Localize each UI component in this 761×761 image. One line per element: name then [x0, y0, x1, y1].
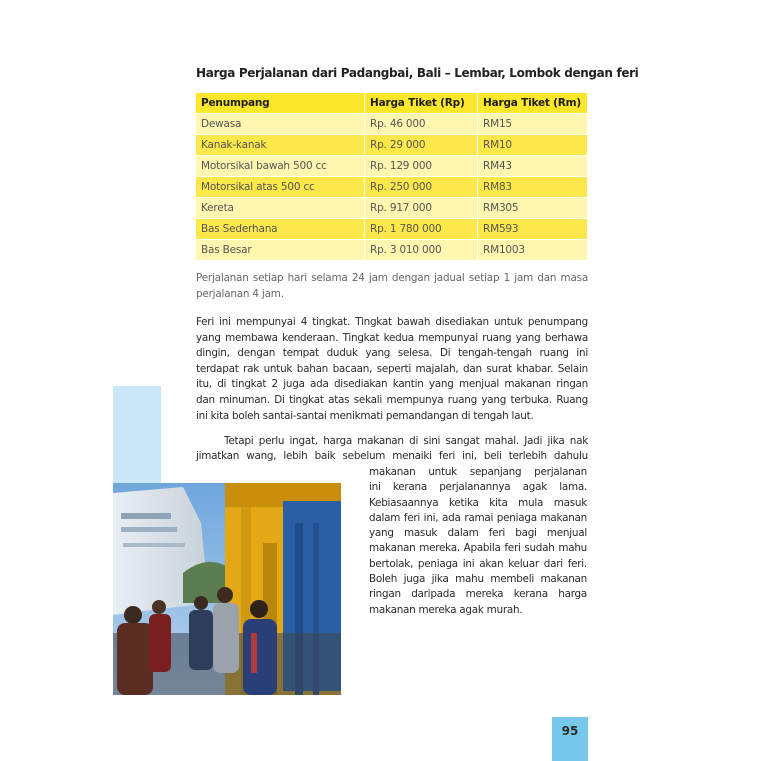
table-row — [196, 156, 588, 177]
paragraph-line: yang membawa kenderaan. Tingkat kedua mempunyai ruang yang berhawa — [196, 331, 588, 344]
passenger-type: Dewasa — [196, 114, 365, 135]
price-rp: Rp. 129 000 — [365, 156, 478, 177]
decorative-side-band — [113, 386, 161, 483]
paragraph-line: dingin, dengan tempat duduk yang selesa. Di tengah-tengah ruang ini — [196, 347, 588, 360]
paragraph-line: Kebiasaannya ketika kita mula masuk — [369, 496, 587, 509]
price-rm: RM593 — [478, 219, 588, 240]
paragraph-line: yang masuk dalam feri bagi menjual — [369, 527, 587, 540]
paragraph-line: Tetapi perlu ingat, harga makanan di sini sangat mahal. Jadi jika nak — [224, 435, 588, 447]
paragraph-line: dalam feri ini, ada ramai peniaga makanan — [369, 511, 587, 524]
paragraph-line: ringan daripada mereka kerana harga — [369, 588, 587, 601]
passenger-type: Bas Sederhana — [196, 219, 365, 240]
ferry-passengers-photo — [113, 483, 341, 695]
price-rm: RM305 — [478, 198, 588, 219]
paragraph-line: makanan untuk sepanjang perjalanan — [369, 466, 587, 478]
price-rm: RM15 — [478, 114, 588, 135]
price-rp: Rp. 3 010 000 — [365, 240, 478, 261]
passenger-type: Kanak-kanak — [196, 135, 365, 156]
price-rp: Rp. 917 000 — [365, 198, 478, 219]
paragraph-food-intro — [196, 434, 588, 465]
price-rp: Rp. 250 000 — [365, 177, 478, 198]
note-line: perjalanan 4 jam. — [196, 288, 284, 300]
fare-table — [196, 93, 588, 260]
paragraph-line: bertolak, peniaga ini akan keluar dari feri. — [369, 557, 587, 570]
paragraph-line: terdapat rak untuk bahan bacaan, seperti majalah, dan surat khabar. Selain — [196, 362, 588, 375]
fare-table-header-row — [196, 93, 588, 114]
price-rp: Rp. 29 000 — [365, 135, 478, 156]
page-number: 95 — [561, 724, 579, 738]
paragraph-line: ini kita boleh santai-santai menikmati pemandangan di tengah laut. — [196, 409, 534, 422]
table-note — [196, 270, 588, 302]
header-passenger: Penumpang — [196, 93, 365, 114]
price-rp: Rp. 1 780 000 — [365, 219, 478, 240]
paragraph-line: makanan mereka agak murah. — [369, 603, 523, 616]
price-rm: RM83 — [478, 177, 588, 198]
paragraph-line: ini kerana perjalanannya agak lama. — [369, 481, 587, 494]
paragraph-line: makanan mereka. Apabila feri sudah mahu — [369, 542, 587, 555]
paragraph-ferry-decks — [196, 315, 588, 424]
table-row — [196, 135, 588, 156]
header-price-rp: Harga Tiket (Rp) — [365, 93, 478, 114]
passenger-type: Kereta — [196, 198, 365, 219]
table-row — [196, 219, 588, 240]
table-row — [196, 240, 588, 261]
price-rm: RM43 — [478, 156, 588, 177]
table-row — [196, 114, 588, 135]
table-row — [196, 198, 588, 219]
price-rp: Rp. 46 000 — [365, 114, 478, 135]
passenger-type: Bas Besar — [196, 240, 365, 261]
price-rm: RM10 — [478, 135, 588, 156]
price-rm: RM1003 — [478, 240, 588, 261]
header-price-rm: Harga Tiket (Rm) — [478, 93, 588, 114]
note-line: Perjalanan setiap hari selama 24 jam dengan jadual setiap 1 jam dan masa — [196, 272, 588, 284]
paragraph-line: Boleh juga jika mahu membeli makanan — [369, 573, 587, 586]
paragraph-food-wrapped — [369, 465, 587, 618]
passenger-type: Motorsikal atas 500 cc — [196, 177, 365, 198]
paragraph-line: Feri ini mempunyai 4 tingkat. Tingkat bawah disediakan untuk penumpang — [196, 316, 588, 328]
paragraph-line: dan minuman. Di tingkat atas sekali mempunya ruang yang terbuka. Ruang — [196, 393, 588, 406]
passenger-type: Motorsikal bawah 500 cc — [196, 156, 365, 177]
page-title: Harga Perjalanan dari Padangbai, Bali – Lembar, Lombok dengan feri — [196, 66, 639, 80]
page-number-tab — [552, 717, 588, 761]
paragraph-line: jimatkan wang, lebih baik sebelum menaiki feri ini, beli terlebih dahulu — [196, 450, 588, 463]
table-row — [196, 177, 588, 198]
paragraph-line: itu, di tingkat 2 juga ada disediakan kantin yang menjual makanan ringan — [196, 378, 588, 391]
